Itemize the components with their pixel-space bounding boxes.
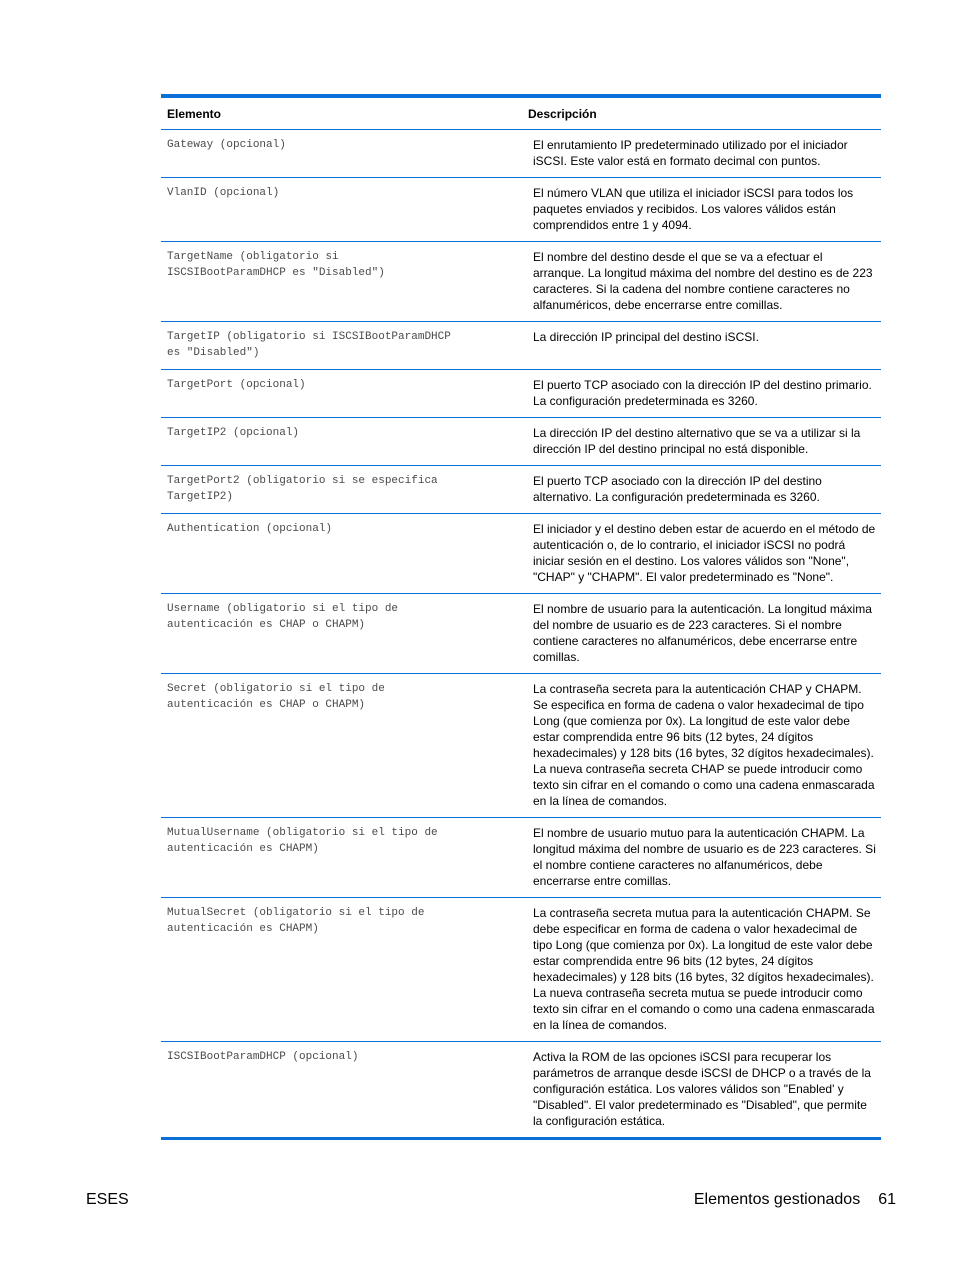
- table-row: [161, 674, 881, 818]
- header-description: Descripción: [522, 96, 881, 130]
- page-number: 61: [878, 1191, 896, 1208]
- table-row: [161, 242, 881, 322]
- table-row: [161, 1042, 881, 1139]
- table-row: [161, 898, 881, 1042]
- description-cell: La contraseña secreta mutua para la autenticación CHAPM. Se debe especificar en forma de cadena o valor hexadecimal de tipo Long (que comienza por 0x). La longitud de este valor debe estar comprendida entre 96 bits (12 bytes, 24 dígitos hexadecimales) y 128 bits (16 bytes, 32 dígitos hexadecimales). La nueva contraseña secreta mutua se puede introducir como texto sin cifrar en el comando o como una cadena enmascarada en la línea de comandos.: [522, 898, 881, 1042]
- description-cell: Activa la ROM de las opciones iSCSI para recuperar los parámetros de arranque desde iSCSI de DHCP o a través de la configuración estática. Los valores válidos son "Enabled' y "Disabled". El valor predeterminado es "Disabled", que permite la configuración estática.: [533, 1050, 871, 1128]
- description-cell: La contraseña secreta para la autenticación CHAP y CHAPM. Se especifica en forma de cadena o valor hexadecimal de tipo Long (que comienza por 0x). La longitud de este valor debe estar comprendida entre 96 bits (12 bytes, 24 dígitos hexadecimales) y 128 bits (16 bytes, 32 dígitos hexadecimales). La nueva contraseña secreta CHAP se puede introducir como texto sin cifrar en el comando o como una cadena enmascarada en la línea de comandos.: [522, 674, 881, 818]
- table-row: [161, 178, 881, 242]
- element-cell: Username (obligatorio si el tipo de autenticación es CHAP o CHAPM): [161, 594, 522, 674]
- header-element: Elemento: [161, 96, 522, 130]
- description-cell: El iniciador y el destino deben estar de acuerdo en el método de autenticación o, de lo contrario, el iniciador iSCSI no podrá iniciar sesión en el destino. Los valores válidos son "None", "CHAP" y "CHAPM". El valor predeterminado es "None".: [522, 514, 881, 594]
- element-cell: TargetIP (obligatorio si ISCSIBootParamDHCP es "Disabled"): [161, 322, 522, 370]
- element-cell: MutualSecret (obligatorio si el tipo de autenticación es CHAPM): [161, 898, 522, 1042]
- table-row: [161, 418, 881, 466]
- element-cell: Secret (obligatorio si el tipo de autenticación es CHAP o CHAPM): [161, 674, 522, 818]
- element-cell: MutualUsername (obligatorio si el tipo de autenticación es CHAPM): [161, 818, 522, 898]
- description-cell: El nombre del destino desde el que se va a efectuar el arranque. La longitud máxima del nombre del destino es de 223 caracteres. Si la cadena del nombre contiene caracteres no alfanuméricos, debe encerrarse entre comillas.: [522, 242, 881, 322]
- element-cell: TargetName (obligatorio si ISCSIBootParamDHCP es "Disabled"): [161, 242, 522, 322]
- element-cell: TargetPort2 (obligatorio si se especifica TargetIP2): [161, 466, 522, 514]
- element-cell: Gateway (opcional): [161, 130, 522, 178]
- description-cell: La dirección IP principal del destino iSCSI.: [522, 322, 881, 370]
- footer-section: [694, 1191, 896, 1209]
- table-row: [161, 594, 881, 674]
- parameter-table-container: [161, 94, 881, 1140]
- element-cell: VlanID (opcional): [161, 178, 522, 242]
- table-header-row: [161, 96, 881, 130]
- element-cell: TargetPort (opcional): [161, 370, 522, 418]
- element-cell: Authentication (opcional): [161, 514, 522, 594]
- table-row: [161, 514, 881, 594]
- description-cell: El número VLAN que utiliza el iniciador iSCSI para todos los paquetes enviados y recibidos. Los valores válidos están comprendidos entre 1 y 4094.: [522, 178, 881, 242]
- description-cell: La dirección IP del destino alternativo que se va a utilizar si la dirección IP del destino principal no está disponible.: [522, 418, 881, 466]
- footer-locale: ESES: [86, 1191, 129, 1208]
- parameter-table: [161, 94, 881, 1140]
- footer-section-title: Elementos gestionados: [693, 1191, 861, 1208]
- description-cell: El puerto TCP asociado con la dirección IP del destino primario. La configuración predeterminada es 3260.: [522, 370, 881, 418]
- table-row: [161, 370, 881, 418]
- element-cell: ISCSIBootParamDHCP (opcional): [167, 1051, 359, 1063]
- table-row: [161, 322, 881, 370]
- description-cell: El nombre de usuario mutuo para la autenticación CHAPM. La longitud máxima del nombre de usuario es de 223 caracteres. Si el nombre contiene caracteres no alfanuméricos, debe encerrarse entre comillas.: [522, 818, 881, 898]
- table-row: [161, 466, 881, 514]
- table-body: [161, 130, 881, 1139]
- table-row: [161, 818, 881, 898]
- table-row: [161, 130, 881, 178]
- description-cell: El enrutamiento IP predeterminado utilizado por el iniciador iSCSI. Este valor está en formato decimal con puntos.: [522, 130, 881, 178]
- description-cell: El puerto TCP asociado con la dirección IP del destino alternativo. La configuración predeterminada es 3260.: [522, 466, 881, 514]
- description-cell: El nombre de usuario para la autenticación. La longitud máxima del nombre de usuario es de 223 caracteres. Si el nombre contiene caracteres no alfanuméricos, debe encerrarse entre comillas.: [522, 594, 881, 674]
- element-cell: TargetIP2 (opcional): [161, 418, 522, 466]
